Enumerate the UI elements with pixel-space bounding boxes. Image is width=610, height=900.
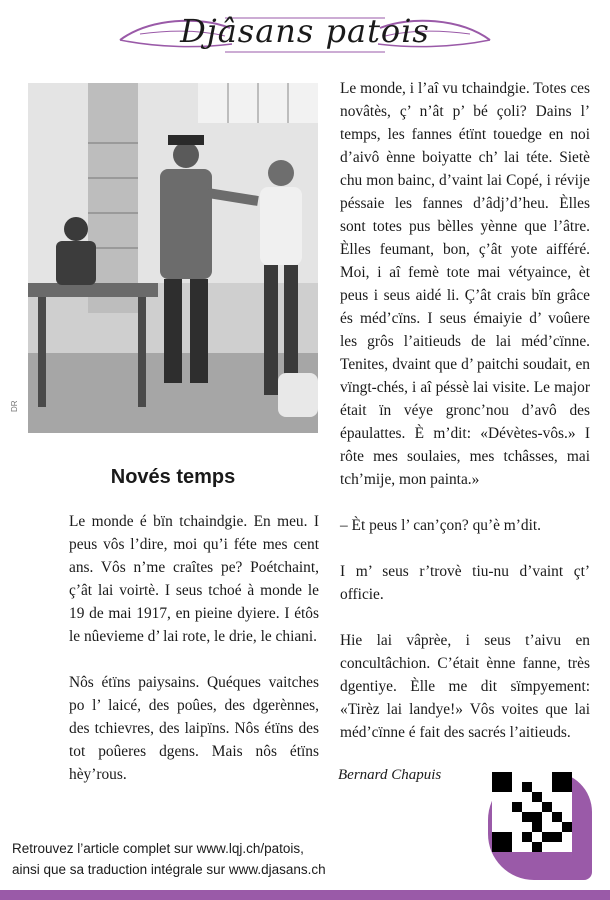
paragraph: Le monde, i l’aî vu tchaindgie. Totes ces novâtès, ç’ n’ât p’ bé çoli? Dains l’ temps, les fannes étïnt touedge en noi d’aivô ènne boiyatte ch’ lai téte. Sietè chu mon bainc, d’vaint lai Copé, i révije péssaie les fannes d’âdj’d’heu. Èlles sont totes pus bèlles yènne que l’âtre. Èlles feumant, bon, ç’ât yote aifféré. Moi, i aî femè tote mai vétyaince, èt peus i seus aidé li. Ç’ât crais bïn grâce és méd’cïns. I seus émaiyie d’ voûere les grôs l’aitieuds de lai méd’cïnne. Tenites, dvaint que d’ paitchi soudait, en vïngt-chés, i aî péssè lai visite. Le major était ïn véye gronc’nou d’avô des épaulattes. È m’dit: «Dévètes-vôs.» I rôte mes soulaies, mes tchâsses, mai tch’mije, mon painta.» — [340, 80, 590, 488]
paragraph: I m’ seus r’trovè tiu-nu d’vaint çt’ officie. — [340, 563, 590, 603]
article-photo — [28, 83, 318, 433]
paragraph: Hie lai vâprèe, i seus t’aivu en concultâchion. C’était ènne fanne, très dgentiye. Èlle me dit sïmpyement: «Tirèz lai landye!» Vôs voites que lai méd’cïnne é fait des sacrés l’aitieuds. — [340, 632, 590, 741]
article-title: Novés temps — [110, 466, 236, 488]
right-column — [340, 77, 590, 767]
author-name: Bernard Chapuis — [338, 767, 442, 783]
footer-bar — [0, 890, 610, 900]
header-title: Djâsans patois — [180, 12, 430, 50]
left-column — [69, 510, 319, 809]
qr-code-icon[interactable] — [492, 772, 572, 852]
photo-credit: DR — [10, 400, 19, 412]
medical-exam-photo-icon — [28, 83, 318, 433]
paragraph: Le monde é bïn tchaindgie. En meu. I peus vôs l’dire, moi qu’i féte mes cent ans. Vôs n’me craîtes pe? Poétchaint, ç’ât lai voirtè. I seus tchoé à monde le 19 de mai 1917, en pieine dyiere. I étôs le nûevieme d’ lai rote, le drie, le chiani. — [69, 513, 319, 645]
footer-note — [12, 838, 326, 880]
paragraph: Nôs étïns paiysains. Quéques vaitches po l’ laicé, des poûes, des dgerènnes, des tchievres, des laipïns. Nôs étïns des tot poûeres dgens. Mais nôs étïns hèy’rous. — [69, 674, 319, 783]
page-header — [0, 0, 610, 72]
paragraph: – Èt peus l’ can’çon? qu’è m’dit. — [340, 517, 542, 534]
footer-line: Retrouvez l’article complet sur www.lqj.ch/patois, — [12, 841, 304, 856]
footer-line: ainsi que sa traduction intégrale sur www.djasans.ch — [12, 862, 326, 877]
